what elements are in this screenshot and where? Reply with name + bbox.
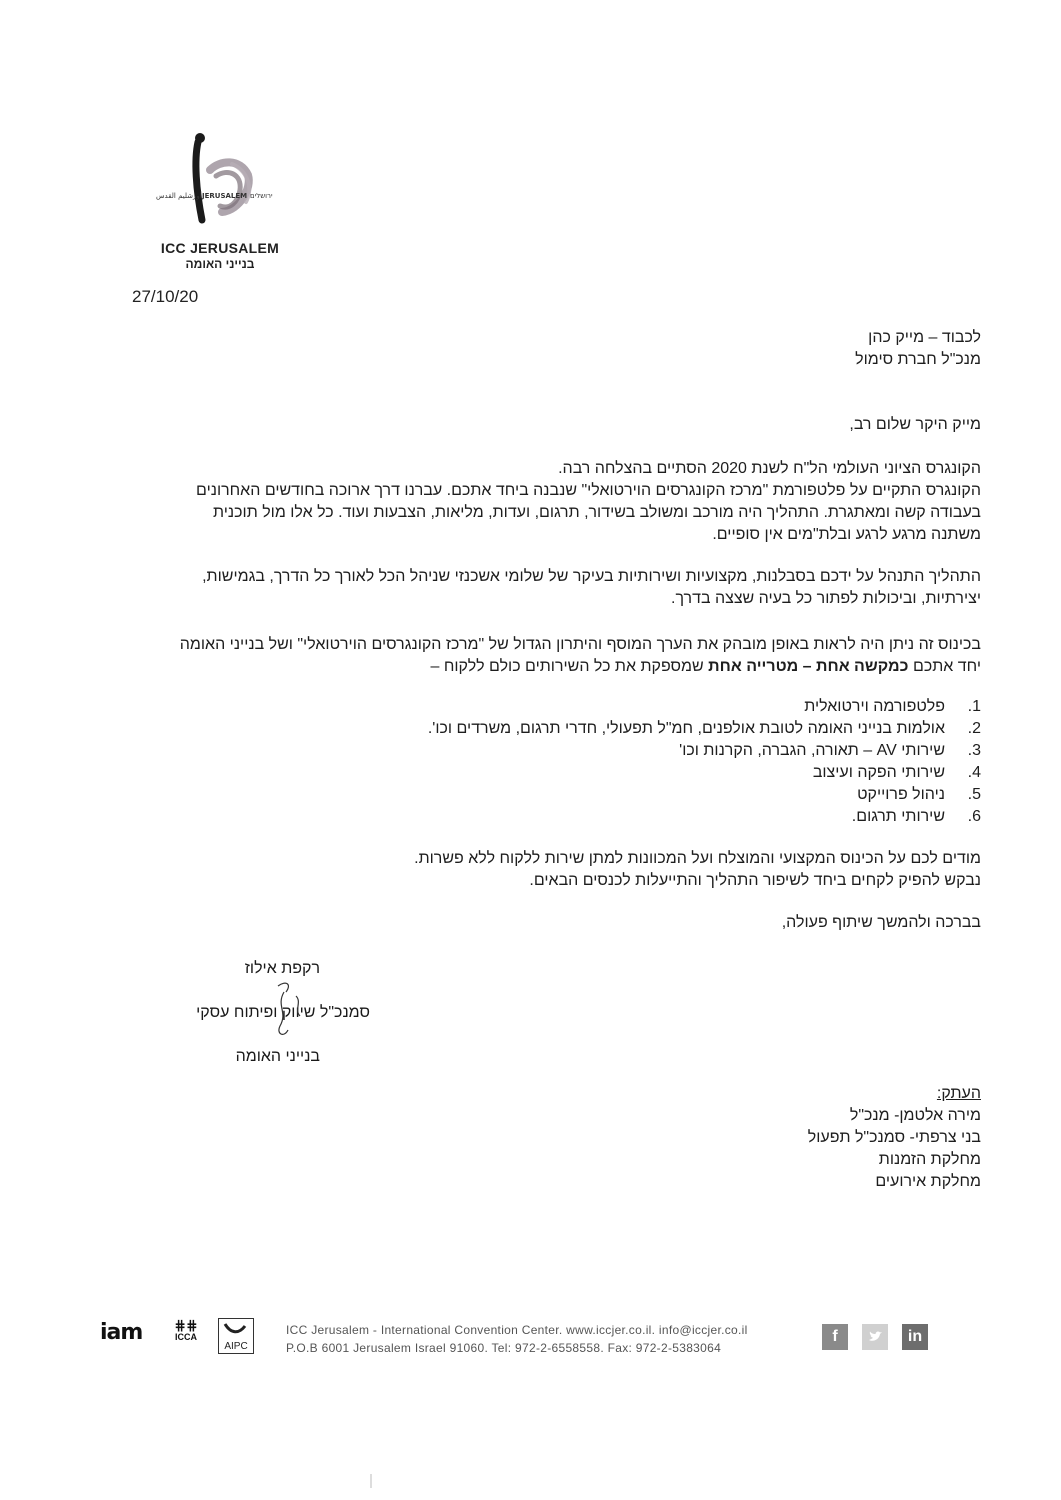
- paragraph-line: הקונגרס התקיים על פלטפורמת "מרכז הקונגרסים הוירטואלי" שנבנה ביחד אתכם. עברנו דרך ארוכה בחודשים האחרונים: [196, 482, 981, 499]
- services-list: [181, 696, 981, 828]
- paragraph-line: הקונגרס הציוני העולמי הל"ח לשנת 2020 הסתיים בהצלחה רבה.: [558, 460, 981, 477]
- twitter-icon[interactable]: [862, 1324, 888, 1350]
- linkedin-glyph: in: [907, 1328, 923, 1345]
- paragraph-1: [81, 458, 981, 546]
- paragraph-line: בכינוס זה ניתן היה לראות באופן מובהק את הערך המוסף והיתרון הגדול של "מרכז הקונגרסים הוירטואלי" ושל בנייני האומה: [179, 636, 981, 653]
- signer-name: רקפת אילוז: [244, 960, 320, 977]
- scan-mark: [370, 1474, 372, 1488]
- footer-line: P.O.B 6001 Jerusalem Israel 91060. Tel: 972-2-6558558. Fax: 972-2-5383064: [286, 1341, 722, 1355]
- footer-line: ICC Jerusalem - International Convention Center. www.iccjer.co.il. info@iccjer.co.il: [286, 1323, 748, 1337]
- list-text: שירותי הפקה ועיצוב: [812, 764, 945, 781]
- paragraph-4: [81, 848, 981, 892]
- aipc-label: AIPC: [224, 1341, 248, 1352]
- icca-mark-icon: ⋕⋕: [174, 1317, 198, 1333]
- list-number: 6.: [967, 808, 981, 825]
- paragraph-line: התהליך התנהל על ידכם בסבלנות, מקצועיות ושירותיות בעיקר של שלומי אשכנזי שניהל הכל לאורך כל הדרך, בגמישות,: [202, 568, 981, 585]
- list-number: 2.: [967, 720, 981, 737]
- paragraph-line: משתנה מרגע לרגע ובלת"מים אין סופיים.: [712, 526, 981, 543]
- list-number: 5.: [967, 786, 981, 803]
- paragraph-3: [81, 634, 981, 678]
- cc-item: מירה אלטמן- מנכ"ל: [849, 1107, 981, 1124]
- list-number: 3.: [967, 742, 981, 759]
- footer-contact: [286, 1321, 748, 1357]
- list-text: פלטפורמה וירטואלית: [804, 698, 945, 715]
- icc-jerusalem-logo: [150, 130, 290, 270]
- aipc-swoosh-icon: [223, 1322, 247, 1336]
- paragraph-line: יצירתיות, וביכולות לפתור כל בעיה שצצה בדרך.: [671, 590, 981, 607]
- paragraph-text: שמספקת את כל השירותים כולם ללקוח –: [430, 658, 709, 675]
- emphasis-text: כמקשה אחת – מטרייה אחת: [708, 658, 909, 675]
- list-item: [181, 718, 981, 740]
- list-text: ניהול פרוייקט: [857, 786, 945, 803]
- twitter-bird-icon: [867, 1329, 883, 1345]
- logo-name-hebrew: בנייני האומה: [185, 257, 255, 271]
- list-number: 1.: [967, 698, 981, 715]
- aipc-logo: [218, 1318, 254, 1354]
- cc-title: העתק:: [936, 1085, 981, 1102]
- icca-label: ICCA: [175, 1332, 197, 1342]
- facebook-icon[interactable]: [822, 1324, 848, 1350]
- icca-logo: [170, 1318, 202, 1342]
- closing: בברכה ולהמשך שיתוף פעולה,: [781, 914, 981, 931]
- cc-list: [581, 1083, 981, 1193]
- cc-item: מחלקת הזמנות: [878, 1151, 981, 1168]
- handwritten-signature: [258, 976, 318, 1046]
- list-text: שירותי תרגום.: [851, 808, 945, 825]
- facebook-glyph: f: [832, 1328, 838, 1345]
- paragraph-line: בעבודה קשה ומאתגרת. התהליך היה מורכב ומשולב בשידור, תרגום, ועדות, מליאות, הצבעות ועוד. כל אלו מול תוכנית: [213, 504, 981, 521]
- footer-logos: [100, 1318, 260, 1358]
- logo-tagline-english: JERUSALEM: [202, 192, 248, 200]
- list-item: [181, 806, 981, 828]
- addressee-line: מנכ"ל חברת סימול: [855, 351, 981, 368]
- logo-tagline-hebrew: ירושלים: [250, 192, 273, 200]
- logo-name-english: ICC JERUSALEM: [160, 240, 280, 256]
- cc-item: בני צרפתי- סמנכ"ל תפעול: [807, 1129, 981, 1146]
- list-text: אולמות בנייני האומה לטובת אולפנים, חמ"ל תפעולי, חדרי תרגום, משרדים וכו'.: [427, 720, 945, 737]
- social-links: [822, 1324, 928, 1350]
- cc-item: מחלקת אירועים: [875, 1173, 981, 1190]
- signer-org: בנייני האומה: [235, 1048, 320, 1065]
- addressee-line: לכבוד – מייק כהן: [868, 329, 981, 346]
- paragraph-line: [81, 656, 981, 678]
- list-item: [181, 740, 981, 762]
- list-item: [181, 784, 981, 806]
- icc-emblem-icon: [150, 130, 290, 240]
- iam-logo: iam: [100, 1320, 143, 1345]
- list-number: 4.: [967, 764, 981, 781]
- paragraph-2: [81, 566, 981, 610]
- logo-tagline-arabic: أورشليم القدس: [156, 192, 202, 200]
- list-item: [181, 696, 981, 718]
- addressee: [481, 327, 981, 371]
- paragraph-line: מודים לכם על הכינוס המקצועי והמוצלח ועל המכוונות למתן שירות ללקוח ללא פשרות.: [414, 850, 981, 867]
- paragraph-text: יחד אתכם: [908, 658, 981, 675]
- greeting: מייק היקר שלום רב,: [849, 416, 981, 433]
- letter-date: 27/10/20: [132, 287, 199, 306]
- signer-title: סמנכ"ל שיווק ופיתוח עסקי: [196, 1004, 370, 1021]
- paragraph-line: נבקש להפיק לקחים ביחד לשיפור התהליך והתייעלות לכנסים הבאים.: [529, 872, 981, 889]
- list-item: [181, 762, 981, 784]
- linkedin-icon[interactable]: [902, 1324, 928, 1350]
- list-text: שירותי AV – תאורה, הגברה, הקרנות וכו': [679, 742, 945, 759]
